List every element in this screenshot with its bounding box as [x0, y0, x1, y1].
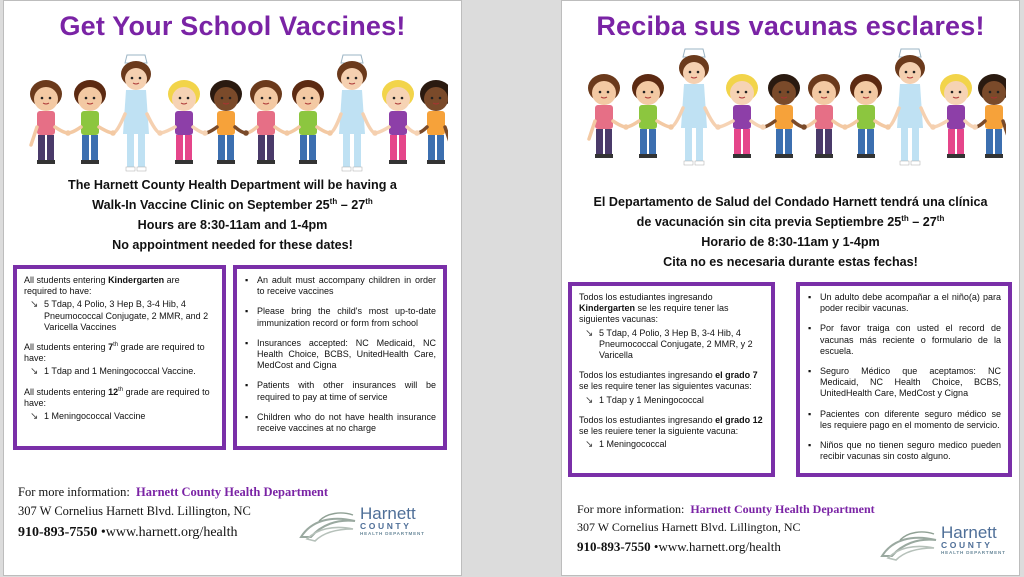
child-figure	[420, 80, 448, 164]
holding-hands	[65, 130, 71, 136]
holding-hands	[284, 130, 290, 136]
logo-name: Harnett	[360, 504, 416, 523]
child-figure	[588, 74, 620, 158]
notes-box	[233, 265, 447, 450]
announce-line-1: El Departamento de Salud del Condado Harnett tendrá una clínica	[593, 195, 988, 209]
requirement-item: ↘ 1 Meningococcal Vaccine	[30, 411, 146, 423]
leaf-swoosh-icon	[297, 507, 361, 547]
holding-hands	[414, 130, 420, 136]
child-figure	[250, 80, 282, 164]
square-bullet-icon: ▪	[245, 306, 249, 317]
announce-hours: Hours are 8:30-11am and 1-4pm	[137, 218, 328, 232]
holding-hands	[715, 124, 721, 130]
logo-county: COUNTY	[360, 521, 412, 531]
announce-hours: Horario de 8:30-11am y 1-4pm	[701, 235, 880, 249]
bullet-icon: ↘	[30, 366, 39, 378]
child-figure	[768, 74, 800, 158]
square-bullet-icon: ▪	[808, 292, 812, 302]
requirement-block: Todos los estudiantes ingresando el grado 7 se les require tener las siguientes vacunas: ↘ 1 Tdap y 1 Meningococcal	[579, 370, 764, 406]
holding-hands	[972, 124, 978, 130]
requirement-block: Todos los estudiantes ingresando el grado 12 se les reuiere tener la siguiente vacuna: ↘ 1 Meningococcal	[579, 414, 763, 451]
holding-hands	[202, 130, 208, 136]
bullet-icon: ↘	[585, 394, 594, 406]
holding-hands	[930, 124, 936, 130]
child-figure	[74, 80, 106, 164]
flyer-english	[3, 0, 462, 576]
flyer-title: Reciba sus vacunas esclares!	[596, 11, 985, 41]
holding-hands	[668, 124, 674, 130]
bullet-icon: ↘	[30, 411, 39, 423]
square-bullet-icon: ▪	[808, 323, 812, 334]
contact-footer: For more information: Harnett County Health Department 307 W Cornelius Harnett Blvd. Lillington, NC 910-893-7550 •www.harnett.org/health	[577, 502, 875, 554]
org-name: Harnett County Health Department	[136, 485, 329, 499]
note-item: ▪ Por favor traiga con usted el record de vacunas más reciente o formulario de la escuela.	[808, 323, 1001, 356]
child-figure	[726, 74, 758, 158]
announce-line-2: de vacunación sin cita previa Septiembre 25th – 27th	[636, 213, 945, 229]
child-figure	[632, 74, 664, 158]
phone-number: 910-893-7550	[18, 525, 98, 540]
holding-hands	[243, 130, 249, 136]
child-figure	[850, 74, 882, 158]
announce-line-1: The Harnett County Health Department will be having a	[68, 178, 397, 192]
bullet-icon: ↘	[585, 327, 594, 339]
child-figure	[940, 74, 972, 158]
phone-number: 910-893-7550	[577, 539, 651, 554]
harnett-county-logo	[297, 501, 437, 547]
holding-hands	[327, 130, 333, 136]
square-bullet-icon: ▪	[808, 408, 812, 419]
square-bullet-icon: ▪	[808, 440, 812, 451]
holding-hands	[157, 130, 163, 136]
kids-illustration	[18, 51, 448, 173]
child-figure	[292, 80, 324, 164]
requirements-box	[13, 265, 226, 450]
bullet-icon: ↘	[30, 299, 39, 311]
announce-no-appointment: Cita no es necesaria durante estas fechas!	[663, 255, 918, 269]
logo-name: Harnett	[941, 523, 997, 542]
square-bullet-icon: ▪	[245, 275, 249, 285]
note-item: ▪ Seguro Médico que aceptamos: NC Medicaid, NC Health Choice, BCBS, UnitedHealth Care, MedCost y Cigna	[808, 366, 1001, 399]
notes-box	[796, 282, 1012, 477]
flyer-title: Get Your School Vaccines!	[59, 11, 406, 41]
note-item: ▪ Please bring the child's most up-to-date immunization record or form from school	[245, 306, 436, 328]
address: 307 W Cornelius Harnett Blvd. Lillington, NC	[577, 519, 801, 534]
note-item: ▪ Un adulto debe acompañar a el niño(a) para poder recibir vacunas.	[808, 292, 1001, 314]
child-figure	[30, 80, 62, 164]
holding-hands	[885, 124, 891, 130]
note-item: ▪ Niños que no tienen seguro medico pueden recibir vacunas sin costo alguno.	[808, 440, 1001, 462]
leaf-swoosh-icon	[878, 526, 942, 566]
requirement-block: All students entering 12th grade are required to have: ↘ 1 Meningococcal Vaccine	[24, 387, 215, 423]
logo-dept: HEALTH DEPARTMENT	[941, 550, 1006, 555]
child-figure	[168, 80, 200, 164]
address: 307 W Cornelius Harnett Blvd. Lillington, NC	[18, 504, 251, 518]
announcement	[14, 175, 451, 255]
requirement-item: ↘ 1 Tdap and 1 Meningococcal Vaccine.	[30, 366, 196, 378]
child-figure	[978, 74, 1006, 158]
child-figure	[382, 80, 414, 164]
announce-line-2: Walk-In Vaccine Clinic on September 25th – 27th	[92, 196, 373, 212]
requirement-block: All students entering 7th grade are required to have: ↘ 1 Tdap and 1 Meningococcal Vaccine.	[24, 342, 215, 378]
requirement-item: ↘ 5 Tdap, 4 Polio, 3 Hep B, 3-4 Hib, 4 Pneumococcal Conjugate, 2 MMR, y 2 Varicella	[585, 327, 753, 361]
square-bullet-icon: ▪	[808, 366, 812, 377]
note-item: ▪ Pacientes con diferente seguro médico se les requiere pago en el momento de servicio.	[808, 408, 1001, 430]
logo-dept: HEALTH DEPARTMENT	[360, 531, 425, 536]
holding-hands	[760, 124, 766, 130]
org-name: Harnett County Health Department	[690, 502, 875, 516]
requirement-item: ↘ 1 Tdap y 1 Meningococcal	[585, 394, 704, 406]
holding-hands	[842, 124, 848, 130]
flyer-spanish	[561, 0, 1020, 576]
website-link[interactable]: •www.harnett.org/health	[653, 539, 781, 554]
note-item: ▪ Insurances accepted: NC Medicaid, NC Health Choice, BCBS, UnitedHealth Care, MedCost and Cigna	[245, 337, 436, 371]
holding-hands	[110, 130, 116, 136]
holding-hands	[372, 130, 378, 136]
note-item: ▪ Patients with other insurances will be required to pay at time of service	[245, 380, 436, 402]
bullet-icon: ↘	[585, 439, 594, 451]
child-figure	[808, 74, 840, 158]
harnett-county-logo	[878, 520, 1012, 566]
square-bullet-icon: ▪	[245, 380, 249, 391]
note-item: ▪ An adult must accompany children in order to receive vaccines	[245, 275, 436, 297]
square-bullet-icon: ▪	[245, 337, 249, 348]
website-link[interactable]: •www.harnett.org/health	[100, 525, 238, 540]
logo-county: COUNTY	[941, 540, 993, 550]
square-bullet-icon: ▪	[245, 411, 249, 422]
child-figure	[210, 80, 242, 164]
holding-hands	[623, 124, 629, 130]
requirements-box	[568, 282, 775, 477]
requirement-item: ↘ 1 Meningococcal	[585, 439, 667, 451]
requirement-block: Todos los estudiantes ingresando Kindergarten se les require tener las siguientes vacunas: ↘ 5 Tdap, 4 Polio, 3 Hep B, 3-4 Hib, 4 Pneumococcal Conjugate, 2 MMR, y 2 Varicella	[579, 292, 764, 361]
requirement-item: ↘ 5 Tdap, 4 Polio, 3 Hep B, 3-4 Hib, 4 Pneumococcal Conjugate, 2 MMR, and 2 Varicella Vaccines	[30, 299, 209, 332]
requirement-block: All students entering Kindergarten are required to have: ↘ 5 Tdap, 4 Polio, 3 Hep B, 3-4 Hib, 4 Pneumococcal Conjugate, 2 MMR, and 2 Varicella Vaccines	[24, 275, 215, 333]
kids-illustration	[576, 45, 1006, 167]
contact-footer: For more information: Harnett County Health Department 307 W Cornelius Harnett Blvd. Lillington, NC 910-893-7550 •www.harnett.org/health	[18, 485, 329, 540]
announcement	[572, 192, 1009, 272]
note-item: ▪ Children who do not have health insurance receive vaccines at no charge	[245, 411, 436, 434]
announce-no-appointment: No appointment needed for these dates!	[112, 238, 353, 252]
holding-hands	[801, 124, 807, 130]
